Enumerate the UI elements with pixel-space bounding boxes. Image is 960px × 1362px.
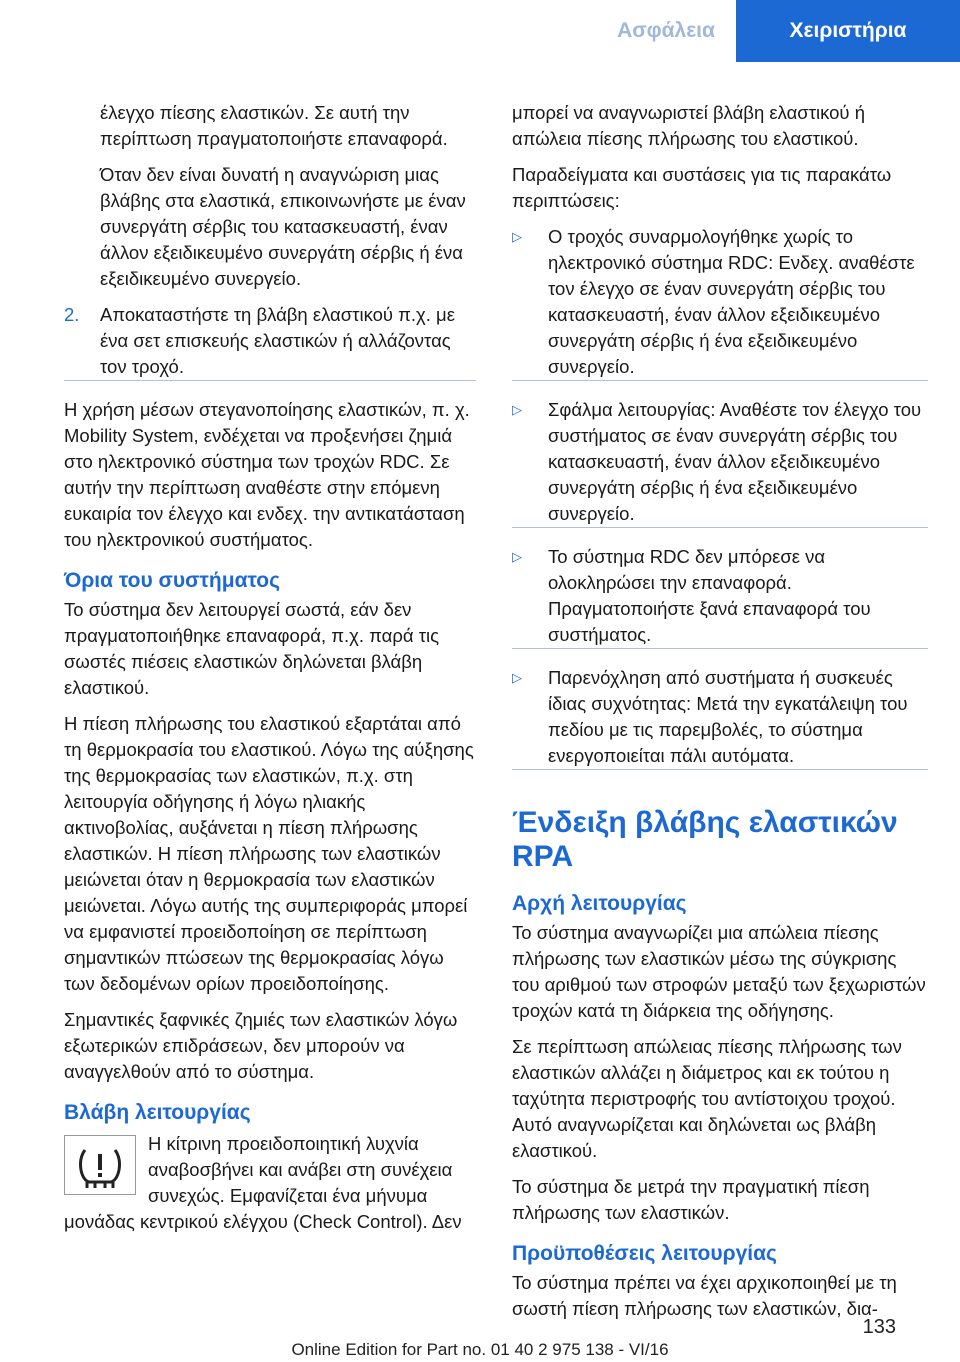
section-heading: Αρχή λειτουργίας — [512, 892, 687, 915]
list-item — [512, 665, 928, 770]
paragraph: έλεγχο πίεσης ελαστικών. Σε αυτή την περίπτωση πραγματοποιήστε επαναφορά. — [100, 102, 448, 149]
list-item — [512, 397, 928, 528]
triangle-bullet-icon: ▷ — [512, 402, 522, 417]
paragraph: Το σύστημα δε μετρά την πραγματική πίεση πλήρωσης των ελαστικών. — [512, 1176, 870, 1223]
paragraph: Το σύστημα πρέπει να έχει αρχικοποιηθεί με τη σωστή πίεση πλήρωσης των ελαστικών, δια- — [512, 1272, 897, 1319]
list-item-text: Παρενόχληση από συστήματα ή συσκευές ίδιας συχνότητας: Μετά την εγκατάλειψη του πεδίου με τις παρεμβολές, το σύστημα ενεργοποιείται πάλι αυτόματα. — [548, 667, 908, 766]
triangle-bullet-icon: ▷ — [512, 549, 522, 564]
section-heading: Όρια του συστήματος — [64, 569, 281, 592]
numbered-item — [64, 302, 476, 381]
triangle-bullet-icon: ▷ — [512, 229, 522, 244]
list-item-text: Σφάλμα λειτουργίας: Αναθέστε τον έλεγχο του συστήματος σε έναν συνεργάτη σέρβις του κατασκευαστή, έναν άλλον εξειδικευμένο συνεργάτη σέρβις ή ένα εξειδικευμένο συνεργείο. — [548, 399, 922, 524]
left-column — [64, 100, 476, 1235]
paragraph: Όταν δεν είναι δυνατή η αναγνώριση μιας βλάβης στα ελαστικά, επικοινωνήστε με έναν συνεργάτη σέρβις του κατασκευαστή, έναν άλλον εξειδικευμένο συνεργάτη σέρβις ή ένα εξειδικευμένο συνεργείο. — [100, 164, 466, 289]
paragraph: Η πίεση πλήρωσης του ελαστικού εξαρτάται από τη θερμοκρασία του ελαστικού. Λόγω της αύξησης της θερμοκρασίας των ελαστικών, π.χ. στη λειτουργία οδήγησης ή λόγω ηλιακής ακτινοβολίας, αυξάνεται η πίεση πλήρωσης ελαστικών. Η πίεση πλήρωσης των ελαστικών μειώνεται όταν η θερμοκρασία των ελαστικών μειώνεται. Λόγω αυτής της συμπεριφοράς μπορεί να εμφανιστεί προειδοποίηση σε περίπτωση σημαντικών πτώσεων της θερμοκρασίας λόγω των δεδομένων ορίων προειδοποίησης. — [64, 713, 474, 994]
paragraph: μπορεί να αναγνωριστεί βλάβη ελαστικού ή απώλεια πίεσης πλήρωσης του ελαστικού. — [512, 102, 865, 149]
item-text: Αποκαταστήστε τη βλάβη ελαστικού π.χ. με ένα σετ επισκευής ελαστικών ή αλλάζοντας τον τροχό. — [100, 304, 455, 377]
page-header — [0, 0, 960, 62]
list-item — [512, 544, 928, 649]
section-heading: Βλάβη λειτουργίας — [64, 1101, 251, 1124]
list-item-text: Το σύστημα RDC δεν μπόρεσε να ολοκληρώσει την επαναφορά. Πραγματοποιήστε ξανά επαναφορά του συστήματος. — [548, 546, 871, 645]
tab-safety[interactable]: Ασφάλεια — [617, 19, 715, 42]
page-number: 133 — [862, 1316, 896, 1338]
paragraph: Το σύστημα δεν λειτουργεί σωστά, εάν δεν πραγματοποιήθηκε επαναφορά, π.χ. παρά τις σωστές πιέσεις ελαστικών δηλώνεται βλάβη ελαστικού. — [64, 599, 440, 698]
paragraph: Η κίτρινη προειδοποιητική λυχνία αναβοσβήνει και ανάβει στη συνέχεια συνεχώς. Εμφανίζεται ένα μήνυμα μονάδας κεντρικού ελέγχου (Check Control). Δεν — [64, 1133, 462, 1232]
triangle-bullet-icon: ▷ — [512, 670, 522, 685]
paragraph: Παραδείγματα και συστάσεις για τις παρακάτω περιπτώσεις: — [512, 164, 892, 211]
paragraph: Το σύστημα αναγνωρίζει μια απώλεια πίεσης πλήρωσης των ελαστικών μέσω της σύγκρισης του αριθμού των στροφών μεταξύ των ξεχωριστών τροχών κατά τη διάρκεια της οδήγησης. — [512, 922, 926, 1021]
chapter-heading: Ένδειξη βλάβης ελαστικών RPA — [512, 806, 898, 873]
paragraph: Σημαντικές ξαφνικές ζημιές των ελαστικών λόγω εξωτερικών επιδράσεων, δεν μπορούν να αναγγελθούν από το σύστημα. — [64, 1009, 458, 1082]
list-item — [512, 224, 928, 381]
tire-pressure-warning-icon — [64, 1135, 136, 1195]
item-number: 2. — [64, 304, 80, 325]
right-column — [512, 100, 928, 1332]
page-footer — [0, 1310, 960, 1362]
warning-block — [64, 1131, 476, 1235]
paragraph: Η χρήση μέσων στεγανοποίησης ελαστικών, π. χ. Mobility System, ενδέχεται να προξενήσει ζημιά στο ηλεκτρονικό σύστημα των τροχών RDC. Σε αυτήν την περίπτωση αναθέστε στην επόμενη ευκαιρία τον έλεγχο και ενδεχ. την αντικατάσταση του ηλεκτρονικού συστήματος. — [64, 399, 470, 550]
list-item-text: Ο τροχός συναρμολογήθηκε χωρίς το ηλεκτρονικό σύστημα RDC: Ενδεχ. αναθέστε τον έλεγχο σε έναν συνεργάτη σέρβις του κατασκευαστή, έναν άλλον εξειδικευμένο συνεργάτη σέρβις ή ένα εξειδικευμένο συνεργείο. — [548, 226, 915, 377]
paragraph: Σε περίπτωση απώλειας πίεσης πλήρωσης των ελαστικών αλλάζει η διάμετρος και εκ τούτου η ταχύτητα περιστροφής του αντίστοιχου τροχού. Αυτό αναγνωρίζεται και δηλώνεται ως βλάβη ελαστικού. — [512, 1036, 902, 1161]
tab-controls[interactable]: Χειριστήρια — [736, 0, 960, 62]
section-heading: Προϋποθέσεις λειτουργίας — [512, 1242, 777, 1265]
edition-label: Online Edition for Part no. 01 40 2 975 138 - VI/16 — [291, 1340, 669, 1359]
